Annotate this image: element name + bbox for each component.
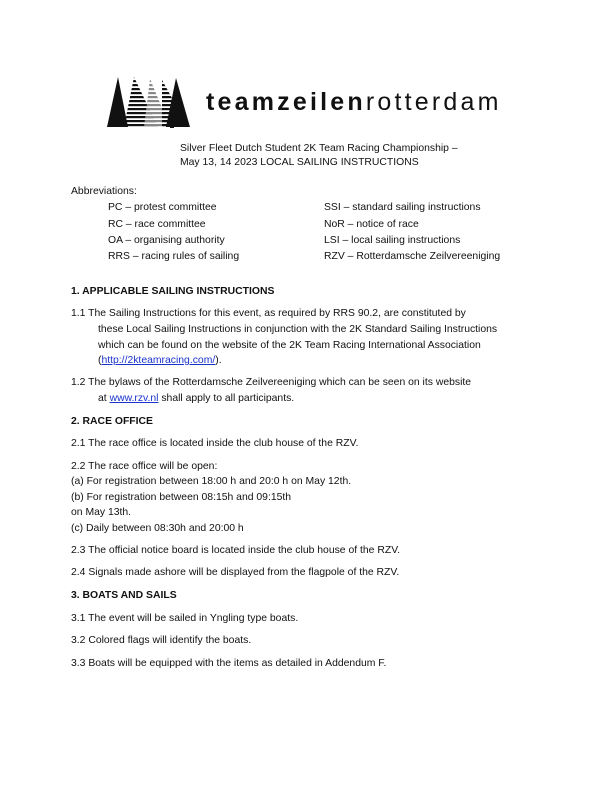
para-1-2-line-2 — [98, 393, 294, 405]
title-line-1: Silver Fleet Dutch Student 2K Team Racing Championship – — [180, 143, 458, 154]
para-2-4: 2.4 Signals made ashore will be displayed from the flagpole of the RZV. — [71, 567, 400, 578]
abbr-right-4: RZV – Rotterdamsche Zeilvereeniging — [324, 251, 501, 262]
abbr-left-2: RC – race committee — [108, 219, 206, 230]
abbr-right-3: LSI – local sailing instructions — [324, 235, 461, 246]
abbreviations-heading: Abbreviations: — [71, 186, 137, 197]
abbr-left-1: PC – protest committee — [108, 202, 217, 213]
paren-open: ( — [98, 355, 102, 366]
para-2-2-a: (a) For registration between 18:00 h and 20:0 h on May 12th. — [71, 476, 352, 487]
para-1-1-line-2: these Local Sailing Instructions in conjunction with the 2K Standard Sailing Instructions — [98, 324, 498, 335]
para-1-1-line-1: 1.1 The Sailing Instructions for this event, as required by RRS 90.2, are constituted by — [71, 308, 466, 319]
para-2-2-c: (c) Daily between 08:30h and 20:00 h — [71, 523, 244, 534]
para-3-3: 3.3 Boats will be equipped with the items as detailed in Addendum F. — [71, 658, 387, 669]
section-1-heading: 1. APPLICABLE SAILING INSTRUCTIONS — [71, 286, 275, 297]
para-2-2-b-line-2: on May 13th. — [71, 507, 132, 518]
para-3-2: 3.2 Colored flags will identify the boats. — [71, 635, 252, 646]
abbr-right-2: NoR – notice of race — [324, 219, 419, 230]
brand-light: rotterdam — [365, 88, 502, 116]
para-2-2: 2.2 The race office will be open: — [71, 461, 218, 472]
title-line-2: May 13, 14 2023 LOCAL SAILING INSTRUCTIONS — [180, 157, 419, 168]
logo — [106, 76, 546, 130]
brand-bold: teamzeilen — [206, 88, 366, 116]
at-text: at — [98, 393, 110, 404]
para-1-2-line-1: 1.2 The bylaws of the Rotterdamsche Zeilvereeniging which can be seen on its website — [71, 377, 472, 388]
para-2-1: 2.1 The race office is located inside the club house of the RZV. — [71, 438, 359, 449]
apply-text: shall apply to all participants. — [158, 393, 295, 404]
sails-logo-icon — [106, 76, 196, 130]
rzv-link[interactable]: www.rzv.nl — [109, 393, 159, 404]
para-3-1: 3.1 The event will be sailed in Yngling type boats. — [71, 613, 299, 624]
brand-name — [206, 88, 502, 117]
para-2-2-b-line-1: (b) For registration between 08:15h and 09:15th — [71, 492, 292, 503]
abbr-left-3: OA – organising authority — [108, 235, 225, 246]
paren-close: ). — [215, 355, 222, 366]
abbr-left-4: RRS – racing rules of sailing — [108, 251, 240, 262]
para-1-1-line-4 — [98, 355, 222, 367]
abbr-right-1: SSI – standard sailing instructions — [324, 202, 481, 213]
section-3-heading: 3. BOATS AND SAILS — [71, 590, 177, 601]
2kteamracing-link[interactable]: http://2kteamracing.com/ — [101, 355, 216, 366]
section-2-heading: 2. RACE OFFICE — [71, 416, 153, 427]
para-2-3: 2.3 The official notice board is located inside the club house of the RZV. — [71, 545, 401, 556]
para-1-1-line-3: which can be found on the website of the 2K Team Racing International Association — [98, 340, 481, 351]
